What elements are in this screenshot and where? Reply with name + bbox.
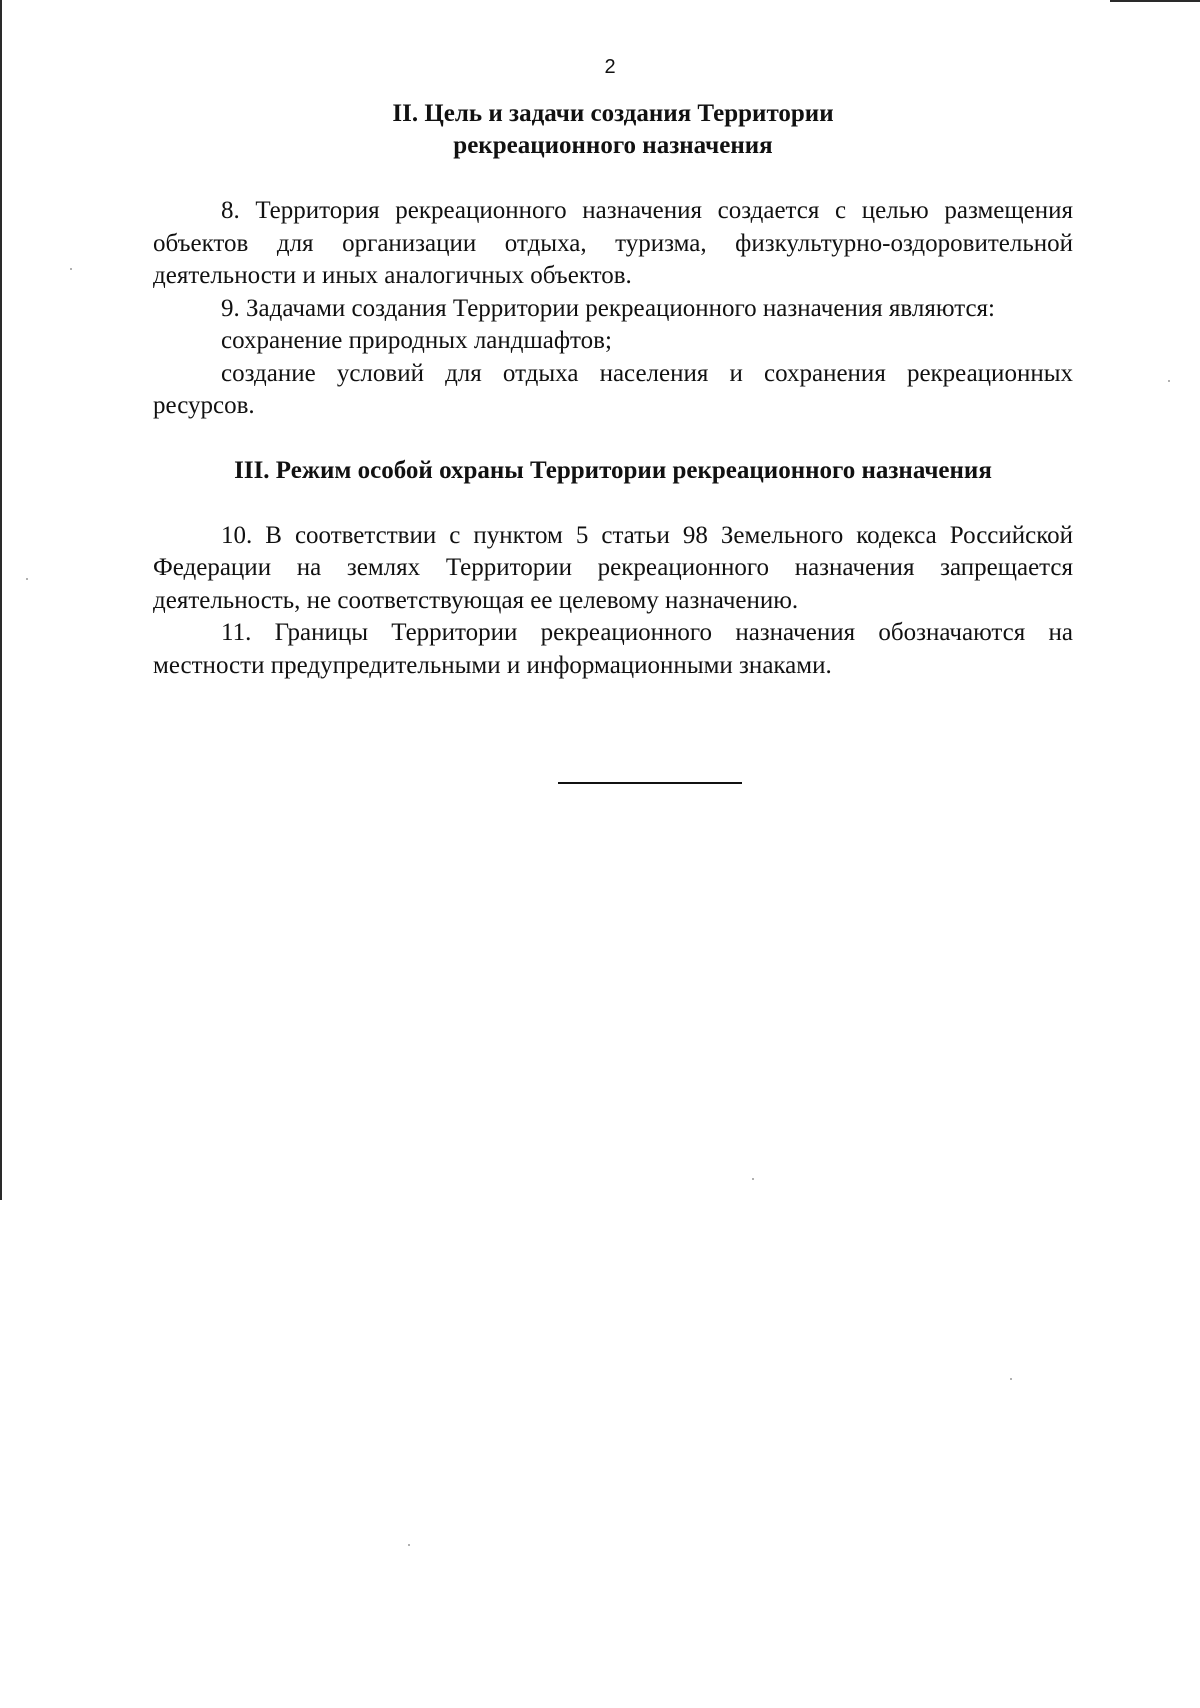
paragraph-8: 8. Территория рекреационного назначения создается с целью размещения объектов для организации отдыха, туризма, физкультурно-оздоровительной деятельности и иных аналогичных объектов. xyxy=(153,197,1073,289)
scan-speck xyxy=(70,268,72,270)
scan-speck xyxy=(1168,380,1170,382)
task-item-2: создание условий для отдыха населения и сохранения рекреационных ресурсов. xyxy=(153,359,1073,419)
paragraph-11: 11. Границы Территории рекреационного назначения обозначаются на местности предупредительными и информационными знаками. xyxy=(153,619,1073,679)
scan-speck xyxy=(1010,1378,1012,1380)
document-body xyxy=(153,98,1073,682)
scan-edge-left xyxy=(0,0,2,1200)
scan-speck xyxy=(752,1178,754,1180)
paragraph-10: 10. В соответствии с пунктом 5 статьи 98 Земельного кодекса Российской Федерации на землях Территории рекреационного назначения запрещается деятельность, не соответствующая ее целевому назначению. xyxy=(153,521,1073,614)
spacer xyxy=(153,162,1073,195)
section-2-title-line-2: рекреационного назначения xyxy=(453,132,773,159)
paragraph-9: 9. Задачами создания Территории рекреационного назначения являются: xyxy=(221,294,995,322)
task-item-1: сохранение природных ландшафтов; xyxy=(221,327,612,354)
section-3-title: III. Режим особой охраны Территории рекреационного назначения xyxy=(234,456,992,484)
end-of-document-rule xyxy=(558,782,742,784)
page-number: 2 xyxy=(604,56,616,78)
scan-speck xyxy=(408,1544,410,1546)
scan-edge-top xyxy=(1110,0,1200,2)
section-2-title-line-1: II. Цель и задачи создания Территории xyxy=(392,100,834,127)
scan-speck xyxy=(26,578,28,580)
spacer xyxy=(153,487,1073,520)
